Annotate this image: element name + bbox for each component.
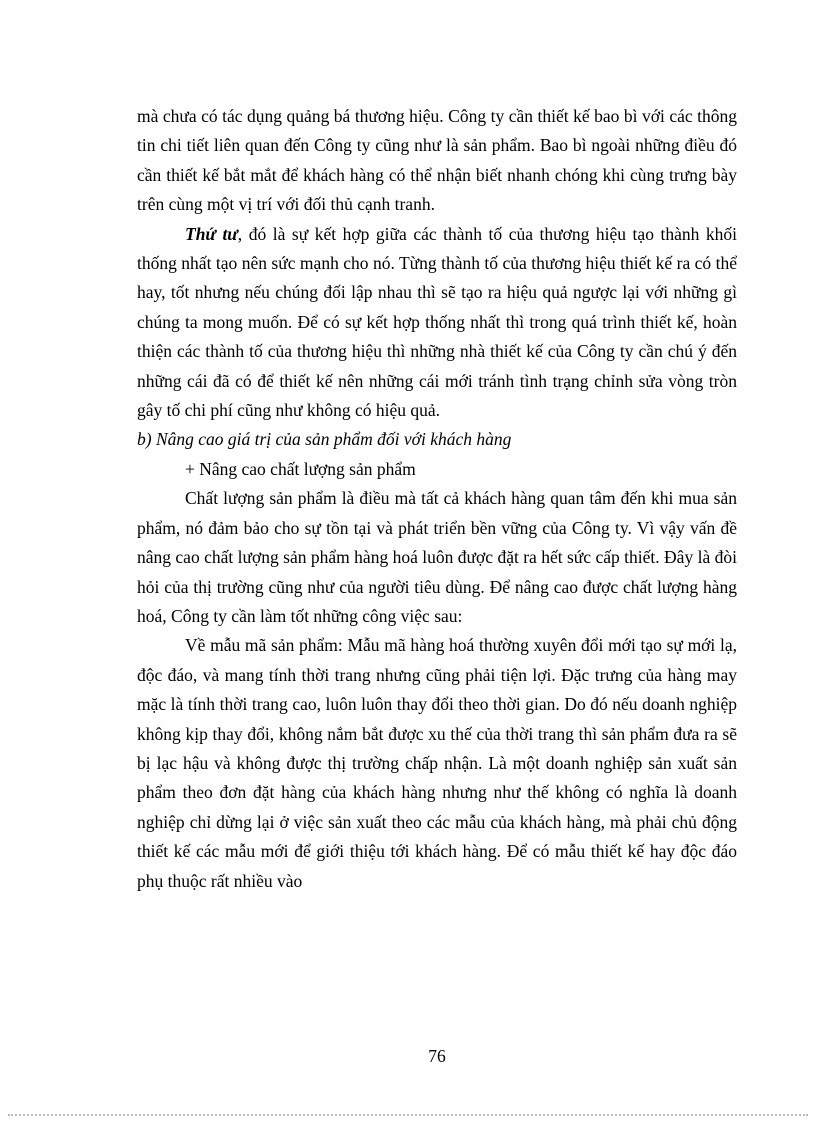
paragraph-quality: Chất lượng sản phẩm là điều mà tất cả khách hàng quan tâm đến khi mua sản phẩm, nó đảm bảo cho sự tồn tại và phát triển bền vững của Công ty. Vì vậy vấn đề nâng cao chất lượng sản phẩm hàng hoá luôn được đặt ra hết sức cấp thiết. Đây là đòi hỏi của thị trường cũng như của người tiêu dùng. Để nâng cao được chất lượng hàng hoá, Công ty cần làm tốt những công việc sau:	[137, 488, 737, 626]
paragraph-packaging: mà chưa có tác dụng quảng bá thương hiệu. Công ty cần thiết kế bao bì với các thông tin chi tiết liên quan đến Công ty cũng như là sản phẩm. Bao bì ngoài những điều đó cần thiết kế bắt mắt để khách hàng có thể nhận biết nhanh chóng khi cùng trưng bày trên cùng một vị trí với đối thủ cạnh tranh.	[137, 106, 737, 215]
list-item-plus: + Nâng cao chất lượng sản phẩm	[185, 458, 416, 479]
paragraph-design: Về mẫu mã sản phẩm: Mẫu mã hàng hoá thường xuyên đổi mới tạo sự mới lạ, độc đáo, và mang tính thời trang nhưng cũng phải tiện lợi. Đặc trưng của hàng may mặc là tính thời trang cao, luôn luôn thay đổi theo thời gian. Do đó nếu doanh nghiệp không kịp thay đổi, không nắm bắt được xu thế của thời trang thì sản phẩm đưa ra sẽ bị lạc hậu và không được thị trường chấp nhận. Là một doanh nghiệp sản xuất sản phẩm theo đơn đặt hàng của khách hàng nhưng như thế không có nghĩa là doanh nghiệp chỉ dừng lại ở việc sản xuất theo các mẫu của khách hàng, mà phải chủ động thiết kế các mẫu mới để giới thiệu tới khách hàng. Để có mẫu thiết kế hay độc đáo phụ thuộc rất nhiều vào	[137, 635, 737, 891]
paragraph-thu-tu	[137, 220, 737, 426]
paragraph-thu-tu-lead: Thứ tư	[185, 223, 238, 244]
footer-divider	[8, 1114, 808, 1116]
page-number: 76	[428, 1046, 446, 1066]
document-body	[137, 102, 737, 896]
heading-b: b) Nâng cao giá trị của sản phẩm đối với khách hàng	[137, 429, 512, 450]
paragraph-thu-tu-rest: , đó là sự kết hợp giữa các thành tố của thương hiệu tạo thành khối thống nhất tạo nên sức mạnh cho nó. Từng thành tố của thương hiệu thiết kế ra có thể hay, tốt nhưng nếu chúng đối lập nhau thì sẽ tạo ra hiệu quả ngược lại với những gì chúng ta mong muốn. Để có sự kết hợp thống nhất thì trong quá trình thiết kế, hoàn thiện các thành tố của thương hiệu thì những nhà thiết kế của Công ty cần chú ý đến những cái đã có để thiết kế nên những cái mới tránh tình trạng chỉnh sửa vòng tròn gây tố chi phí cũng như không có hiệu quả.	[137, 223, 737, 421]
